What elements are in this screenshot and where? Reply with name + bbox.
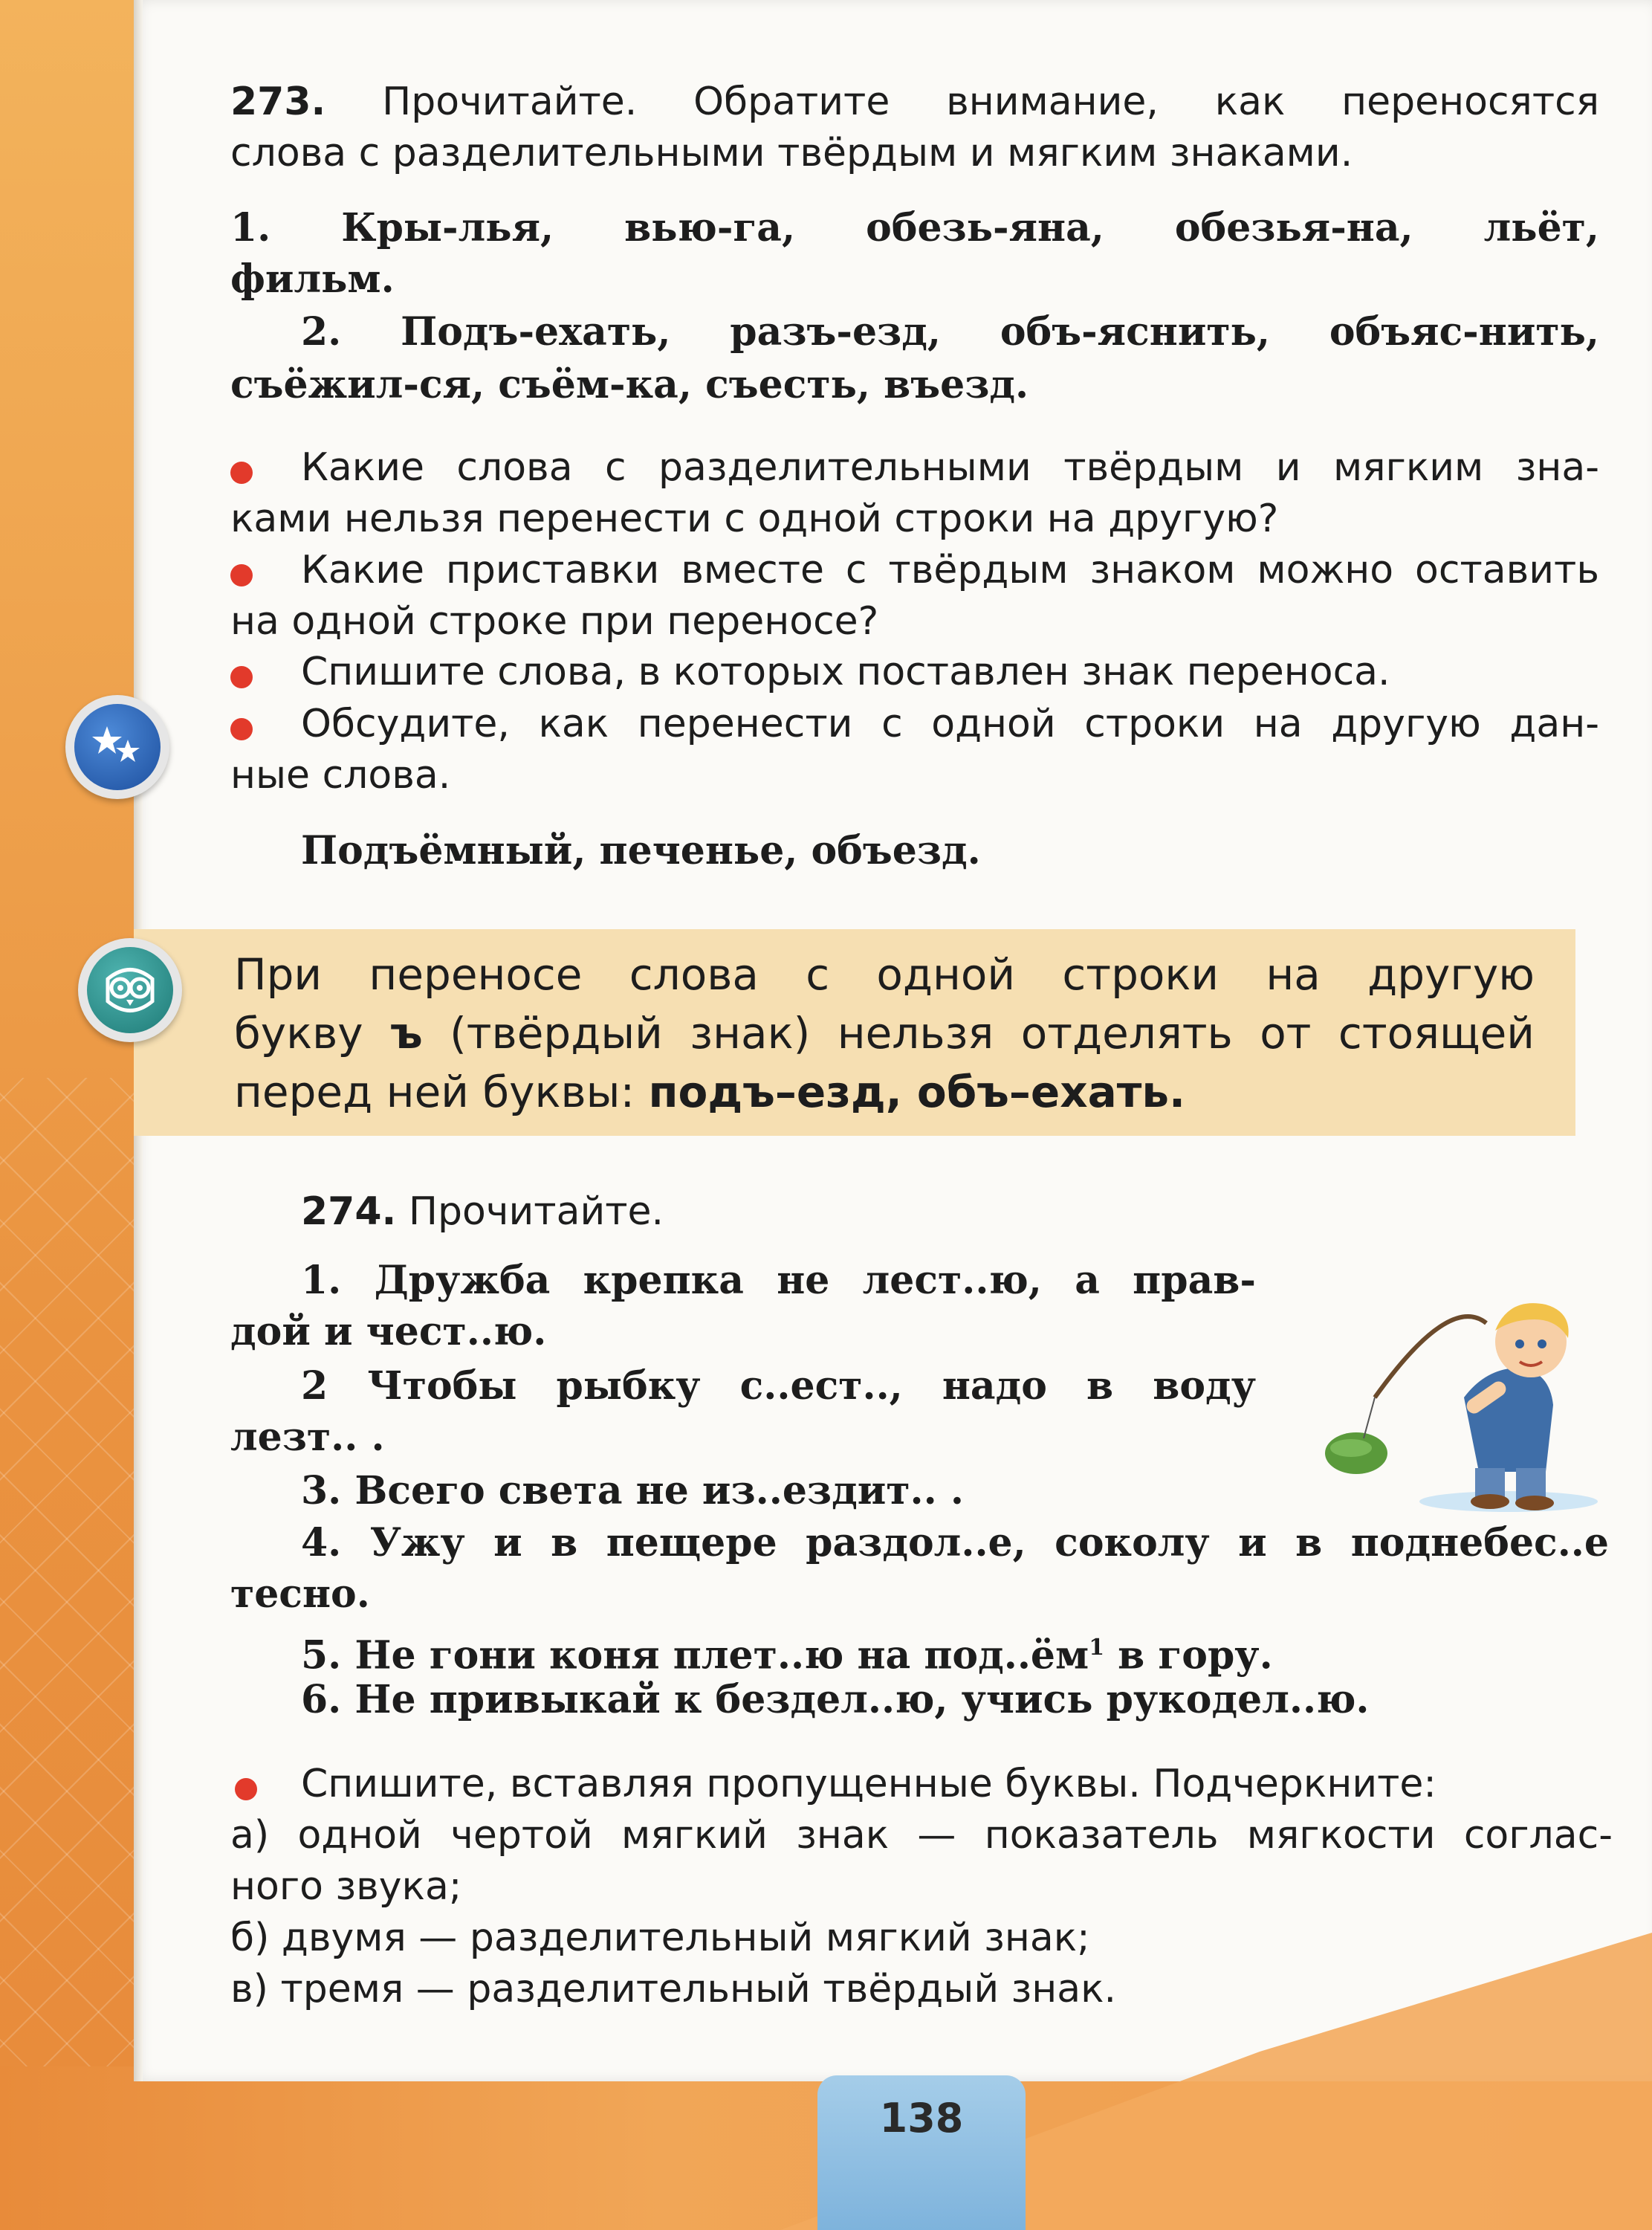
footnote-mark: 1 <box>1089 1635 1105 1661</box>
proverb-4: 4. Ужу и в пещере раздол..е, соколу и в поднебес..е тесно. <box>230 1520 1609 1617</box>
exercise-273-intro: 273. Прочитайте. Обратите внимание, как переносятся <box>230 80 1599 124</box>
proverb-1: 1. Дружба крепка не лест..ю, а прав- дой и чест..ю. <box>230 1258 1256 1354</box>
group1-words-line2: фильм. <box>230 256 395 302</box>
spelling-rule: При переносе слова с одной строки на другую букву ъ (твёрдый знак) нельзя отделять от стоящей перед ней буквы: подъ–езд, объ–ехать. <box>234 949 1535 1117</box>
question-1: Какие слова с разделительными твёрдым и мягким зна- ками нельзя перенести с одной строки на другую? <box>230 445 1599 541</box>
proverb-6: 6. Не привыкай к бездел..ю, учись рукодел..ю. <box>301 1677 1370 1722</box>
stars-icon <box>65 695 169 799</box>
bullet-dot <box>235 1778 257 1800</box>
exercise-273-intro-line2: слова с разделительными твёрдым и мягким знаками. <box>230 131 1353 175</box>
question-3: Спишите слова, в которых поставлен знак переноса. <box>230 647 1390 698</box>
exercise-274-number: 274. <box>301 1189 397 1234</box>
group2-words: 2. Подъ-ехать, разъ-езд, объ-яснить, объяс-нить, <box>301 309 1599 355</box>
question-4: Обсудите, как перенести с одной строки на другую дан- ные слова. <box>230 702 1599 798</box>
owl-icon <box>78 938 182 1042</box>
words-to-split: Подъёмный, печенье, объезд. <box>301 828 981 873</box>
exercise-273-number: 273. <box>230 80 326 124</box>
proverb-5: 5. Не гони коня плет..ю на $под..ём^1$ в гору. <box>301 1632 1273 1678</box>
left-orange-margin <box>0 0 134 2230</box>
group1-words: 1. Кры-лья, вью-га, обезь-яна, обезья-на, льёт, <box>230 205 1599 251</box>
bullet-dot <box>230 462 253 484</box>
bullet-dot <box>230 718 253 740</box>
proverb-2: 2 Чтобы рыбку с..ест.., надо в воду лезт.. . <box>230 1363 1256 1460</box>
proverb-3: 3. Всего света не из..ездит.. . <box>301 1468 964 1513</box>
group2-words-line2: съёжил-ся, съём-ка, съесть, въезд. <box>230 362 1029 407</box>
page-number: 138 <box>879 2095 964 2142</box>
exercise-274-intro: 274. Прочитайте. <box>301 1189 664 1234</box>
question-2: Какие приставки вместе с твёрдым знаком можно оставить на одной строке при переносе? <box>230 548 1599 644</box>
task-instruction: Спишите, вставляя пропущенные буквы. Подчеркните: а) одной чертой мягкий знак — показатель мягкости соглас- ного звука; б) двумя — разделительный мягкий знак; в) тремя — разделительный твёрдый знак. <box>230 1762 1613 2011</box>
bullet-dot <box>230 666 253 688</box>
bullet-dot <box>230 564 253 586</box>
boy-fishing-illustration <box>1263 1279 1613 1524</box>
